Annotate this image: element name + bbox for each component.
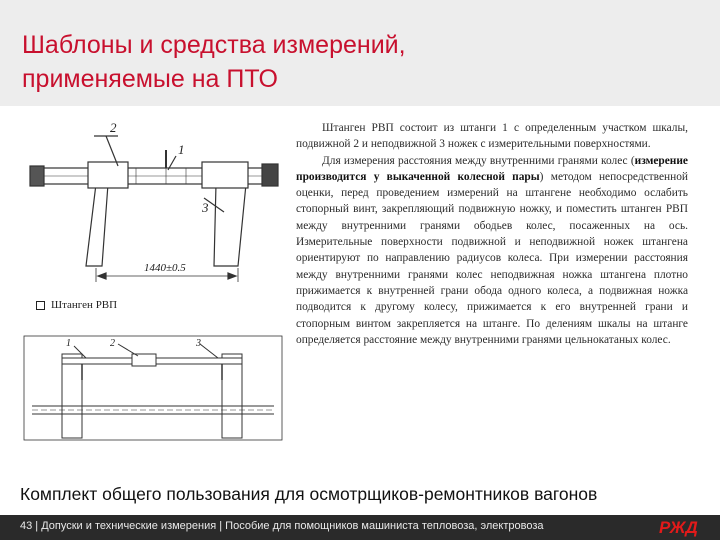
svg-text:РЖД: РЖД	[659, 518, 698, 537]
paragraph-2	[296, 153, 688, 349]
callout-3: 3	[202, 200, 209, 215]
caliper-drawing	[26, 116, 284, 286]
wheelpair-drawing	[22, 334, 284, 444]
page-title	[22, 28, 406, 96]
description-text	[296, 120, 688, 348]
checkbox-bullet-icon	[36, 301, 45, 310]
page-title-line-2: применяемые на ПТО	[22, 65, 278, 93]
paragraph-2-emphasis: измерение производится у выкаченной колесной пары	[296, 154, 688, 183]
bullet-caption	[36, 299, 117, 311]
kit-caption: Комплект общего пользования для осмотрщиков-ремонтников вагонов	[20, 484, 598, 504]
rzd-logo-icon	[655, 516, 707, 538]
paragraph-1: Штанген РВП состоит из штанги 1 с определенным участком шкалы, подвижной 2 и неподвижной 3 ножек с измерительными поверхностями.	[296, 122, 688, 151]
callout-1: 1	[178, 142, 185, 157]
paragraph-2-rest: ) методом непосредственной оценки, перед проведением измерений на штангене необходимо ослабить стопорный винт, закрепляющий подвижную ножку, и поместить штанген РВП между внутренними гранями ободьев колес, посаженных на ось. Измерительные поверхности подвижной и неподвижной ножек штангена ориентируют по направлению радиусов колеса. При измерении расстояния между внутренними гранями колес неподвижная ножка штангена плотно прижимается к внутренней грани обода одного колеса, а подвижная ножка подводится к другому колесу, прижимается к его внутренней грани и стопорным винтом закрепляется на штанге. По делениям шкалы на штанге определяется расстояние между внутренними гранями цельнокатаных колес.	[296, 170, 689, 346]
wheelpair-callout-2: 2	[110, 338, 115, 349]
paragraph-2-start: Для измерения расстояния между внутренними гранями колес (	[322, 154, 635, 167]
footer-text: 43 | Допуски и технические измерения | Пособие для помощников машиниста тепловоза, электровоза	[20, 520, 544, 532]
page-title-line-1: Шаблоны и средства измерений,	[22, 31, 406, 59]
wheelpair-callout-1: 1	[66, 338, 71, 349]
header-band	[0, 0, 720, 106]
wheelpair-callout-3: 3	[196, 338, 201, 349]
dimension-label: 1440±0.5	[144, 262, 186, 274]
callout-2: 2	[110, 120, 117, 135]
bullet-caption-text: Штанген РВП	[51, 299, 118, 311]
footer-bar	[0, 515, 720, 540]
